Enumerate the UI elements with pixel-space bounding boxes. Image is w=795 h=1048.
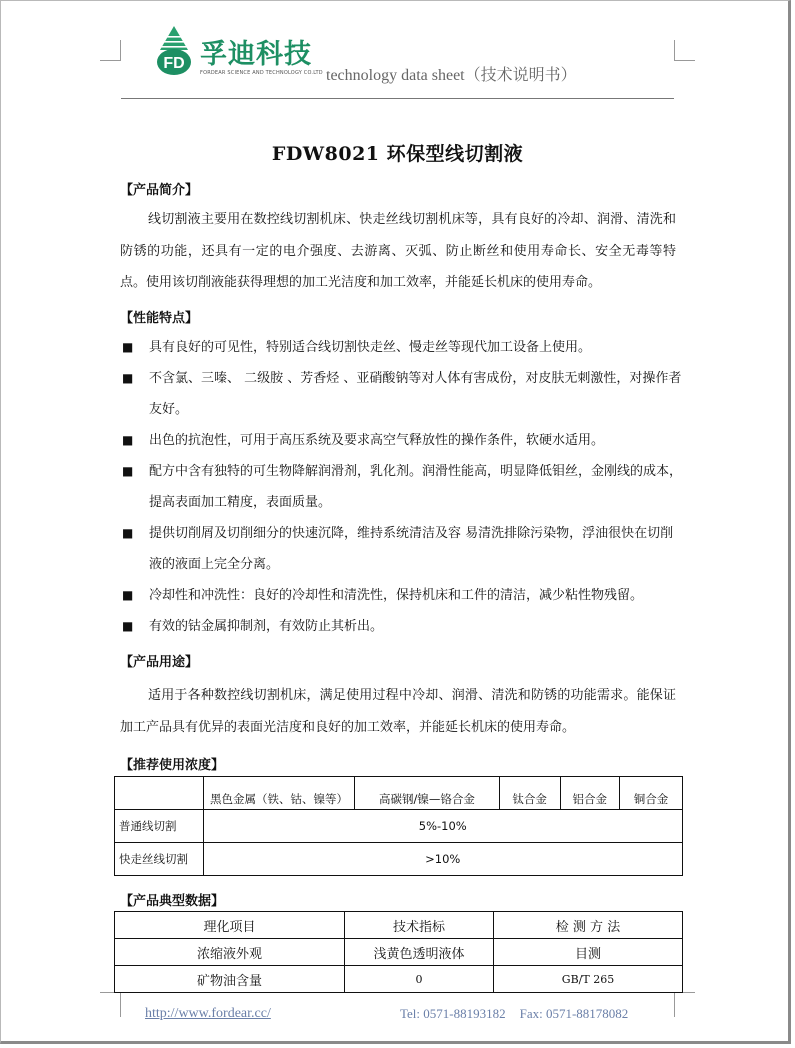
brand-name-cn: 孚迪科技 — [200, 39, 312, 70]
document-title: FDW8021 环保型线切割液 — [271, 143, 524, 165]
feature-text: 冷却性和冲洗性：良好的冷却性和清洗性，保持机床和工件的清洁，减少粘性物残留。 — [149, 588, 644, 603]
table-header-row — [115, 777, 683, 810]
table-cell: GB/T 265 — [494, 966, 683, 993]
feature-item — [122, 611, 682, 642]
table-header-cell: 黑色金属（铁、钴、镍等） — [203, 777, 355, 810]
table-row — [115, 843, 683, 876]
feature-text: 不含氯、三嗪、 二级胺 、芳香烃 、亚硝酸钠等对人体有害成份，对皮肤无刺激性，对操作者友好。 — [149, 371, 682, 417]
fordear-logo-icon — [154, 24, 194, 76]
table-header-row — [115, 912, 683, 939]
table-header-cell: 铝合金 — [560, 777, 619, 810]
typical-data-table — [114, 911, 683, 993]
crop-mark-bottom-left — [100, 992, 121, 1017]
footer-tel: Tel: 0571-88193182 — [400, 1006, 506, 1021]
table-cell: 浅黄色透明液体 — [345, 939, 494, 966]
feature-item — [122, 425, 682, 456]
bullet-square-icon: ■ — [122, 619, 134, 633]
table-header-cell: 钛合金 — [499, 777, 560, 810]
feature-item — [122, 580, 682, 611]
feature-item — [122, 363, 682, 425]
row-label: 普通线切割 — [115, 810, 204, 843]
row-value: 5%-10% — [203, 810, 682, 843]
feature-item — [122, 518, 682, 580]
logo-letters: FD — [163, 55, 185, 72]
intro-paragraph: 线切割液主要用在数控线切割机床、快走丝线切割机床等，具有良好的冷却、润滑、清洗和防锈的功能，还具有一定的电介强度、去游离、灭弧、防止断丝和使用寿命长、安全无毒等特点。使用该切削液能获得理想的加工光洁度和加工效率，并能延长机床的使用寿命。 — [120, 212, 676, 290]
row-value: >10% — [203, 843, 682, 876]
feature-text: 提供切削屑及切削细分的快速沉降，维持系统清洁及容 易清洗排除污染物，浮油很快在切削液的液面上完全分离。 — [149, 526, 674, 572]
bullet-square-icon: ■ — [122, 588, 134, 602]
row-label: 快走丝线切割 — [115, 843, 204, 876]
header-subtitle: technology data sheet（技术说明书） — [326, 67, 577, 84]
usage-heading: 【产品用途】 — [120, 655, 199, 670]
bullet-square-icon: ■ — [122, 340, 134, 354]
feature-item — [122, 332, 682, 363]
bullet-square-icon: ■ — [122, 433, 134, 447]
table-header-cell: 理化项目 — [115, 912, 345, 939]
feature-text: 具有良好的可见性，特别适合线切割快走丝、慢走丝等现代加工设备上使用。 — [149, 340, 592, 355]
feature-item — [122, 456, 682, 518]
brand-name-en: FORDEAR SCIENCE AND TECHNOLOGY CO.LTD — [200, 70, 323, 76]
website-link[interactable]: http://www.fordear.cc/ — [145, 1006, 271, 1021]
concentration-heading: 【推荐使用浓度】 — [120, 758, 225, 773]
crop-mark-top-left — [100, 40, 121, 61]
bullet-square-icon: ■ — [122, 526, 134, 540]
footer-fax: Fax: 0571-88178082 — [519, 1006, 629, 1021]
header-divider — [121, 98, 674, 99]
footer-contact — [400, 1006, 628, 1022]
table-header-cell: 高碳钢/镍—铬合金 — [355, 777, 499, 810]
feature-text: 配方中含有独特的可生物降解润滑剂，乳化剂。润滑性能高，明显降低钼丝，金刚线的成本，提高表面加工精度，表面质量。 — [149, 464, 683, 510]
table-header-cell: 铜合金 — [619, 777, 682, 810]
table-header-cell: 技术指标 — [345, 912, 494, 939]
crop-mark-bottom-right — [674, 992, 695, 1017]
table-row — [115, 939, 683, 966]
table-row — [115, 966, 683, 993]
table-cell: 0 — [345, 966, 494, 993]
usage-paragraph: 适用于各种数控线切割机床，满足使用过程中冷却、润滑、清洗和防锈的功能需求。能保证加工产品具有优异的表面光洁度和良好的加工效率，并能延长机床的使用寿命。 — [120, 688, 676, 735]
table-header-cell: 检 测 方 法 — [494, 912, 683, 939]
typical-data-heading: 【产品典型数据】 — [120, 894, 225, 909]
concentration-table — [114, 776, 683, 876]
feature-text: 有效的钴金属抑制剂，有效防止其析出。 — [149, 619, 384, 634]
page-header — [150, 22, 680, 86]
table-cell: 浓缩液外观 — [115, 939, 345, 966]
table-cell: 矿物油含量 — [115, 966, 345, 993]
bullet-square-icon: ■ — [122, 371, 134, 385]
features-heading: 【性能特点】 — [120, 311, 199, 326]
bullet-square-icon: ■ — [122, 464, 134, 478]
table-header-cell — [115, 777, 204, 810]
table-row — [115, 810, 683, 843]
feature-text: 出色的抗泡性，可用于高压系统及要求高空气释放性的操作条件，软硬水适用。 — [149, 433, 605, 448]
intro-heading: 【产品简介】 — [120, 183, 199, 198]
table-cell: 目测 — [494, 939, 683, 966]
